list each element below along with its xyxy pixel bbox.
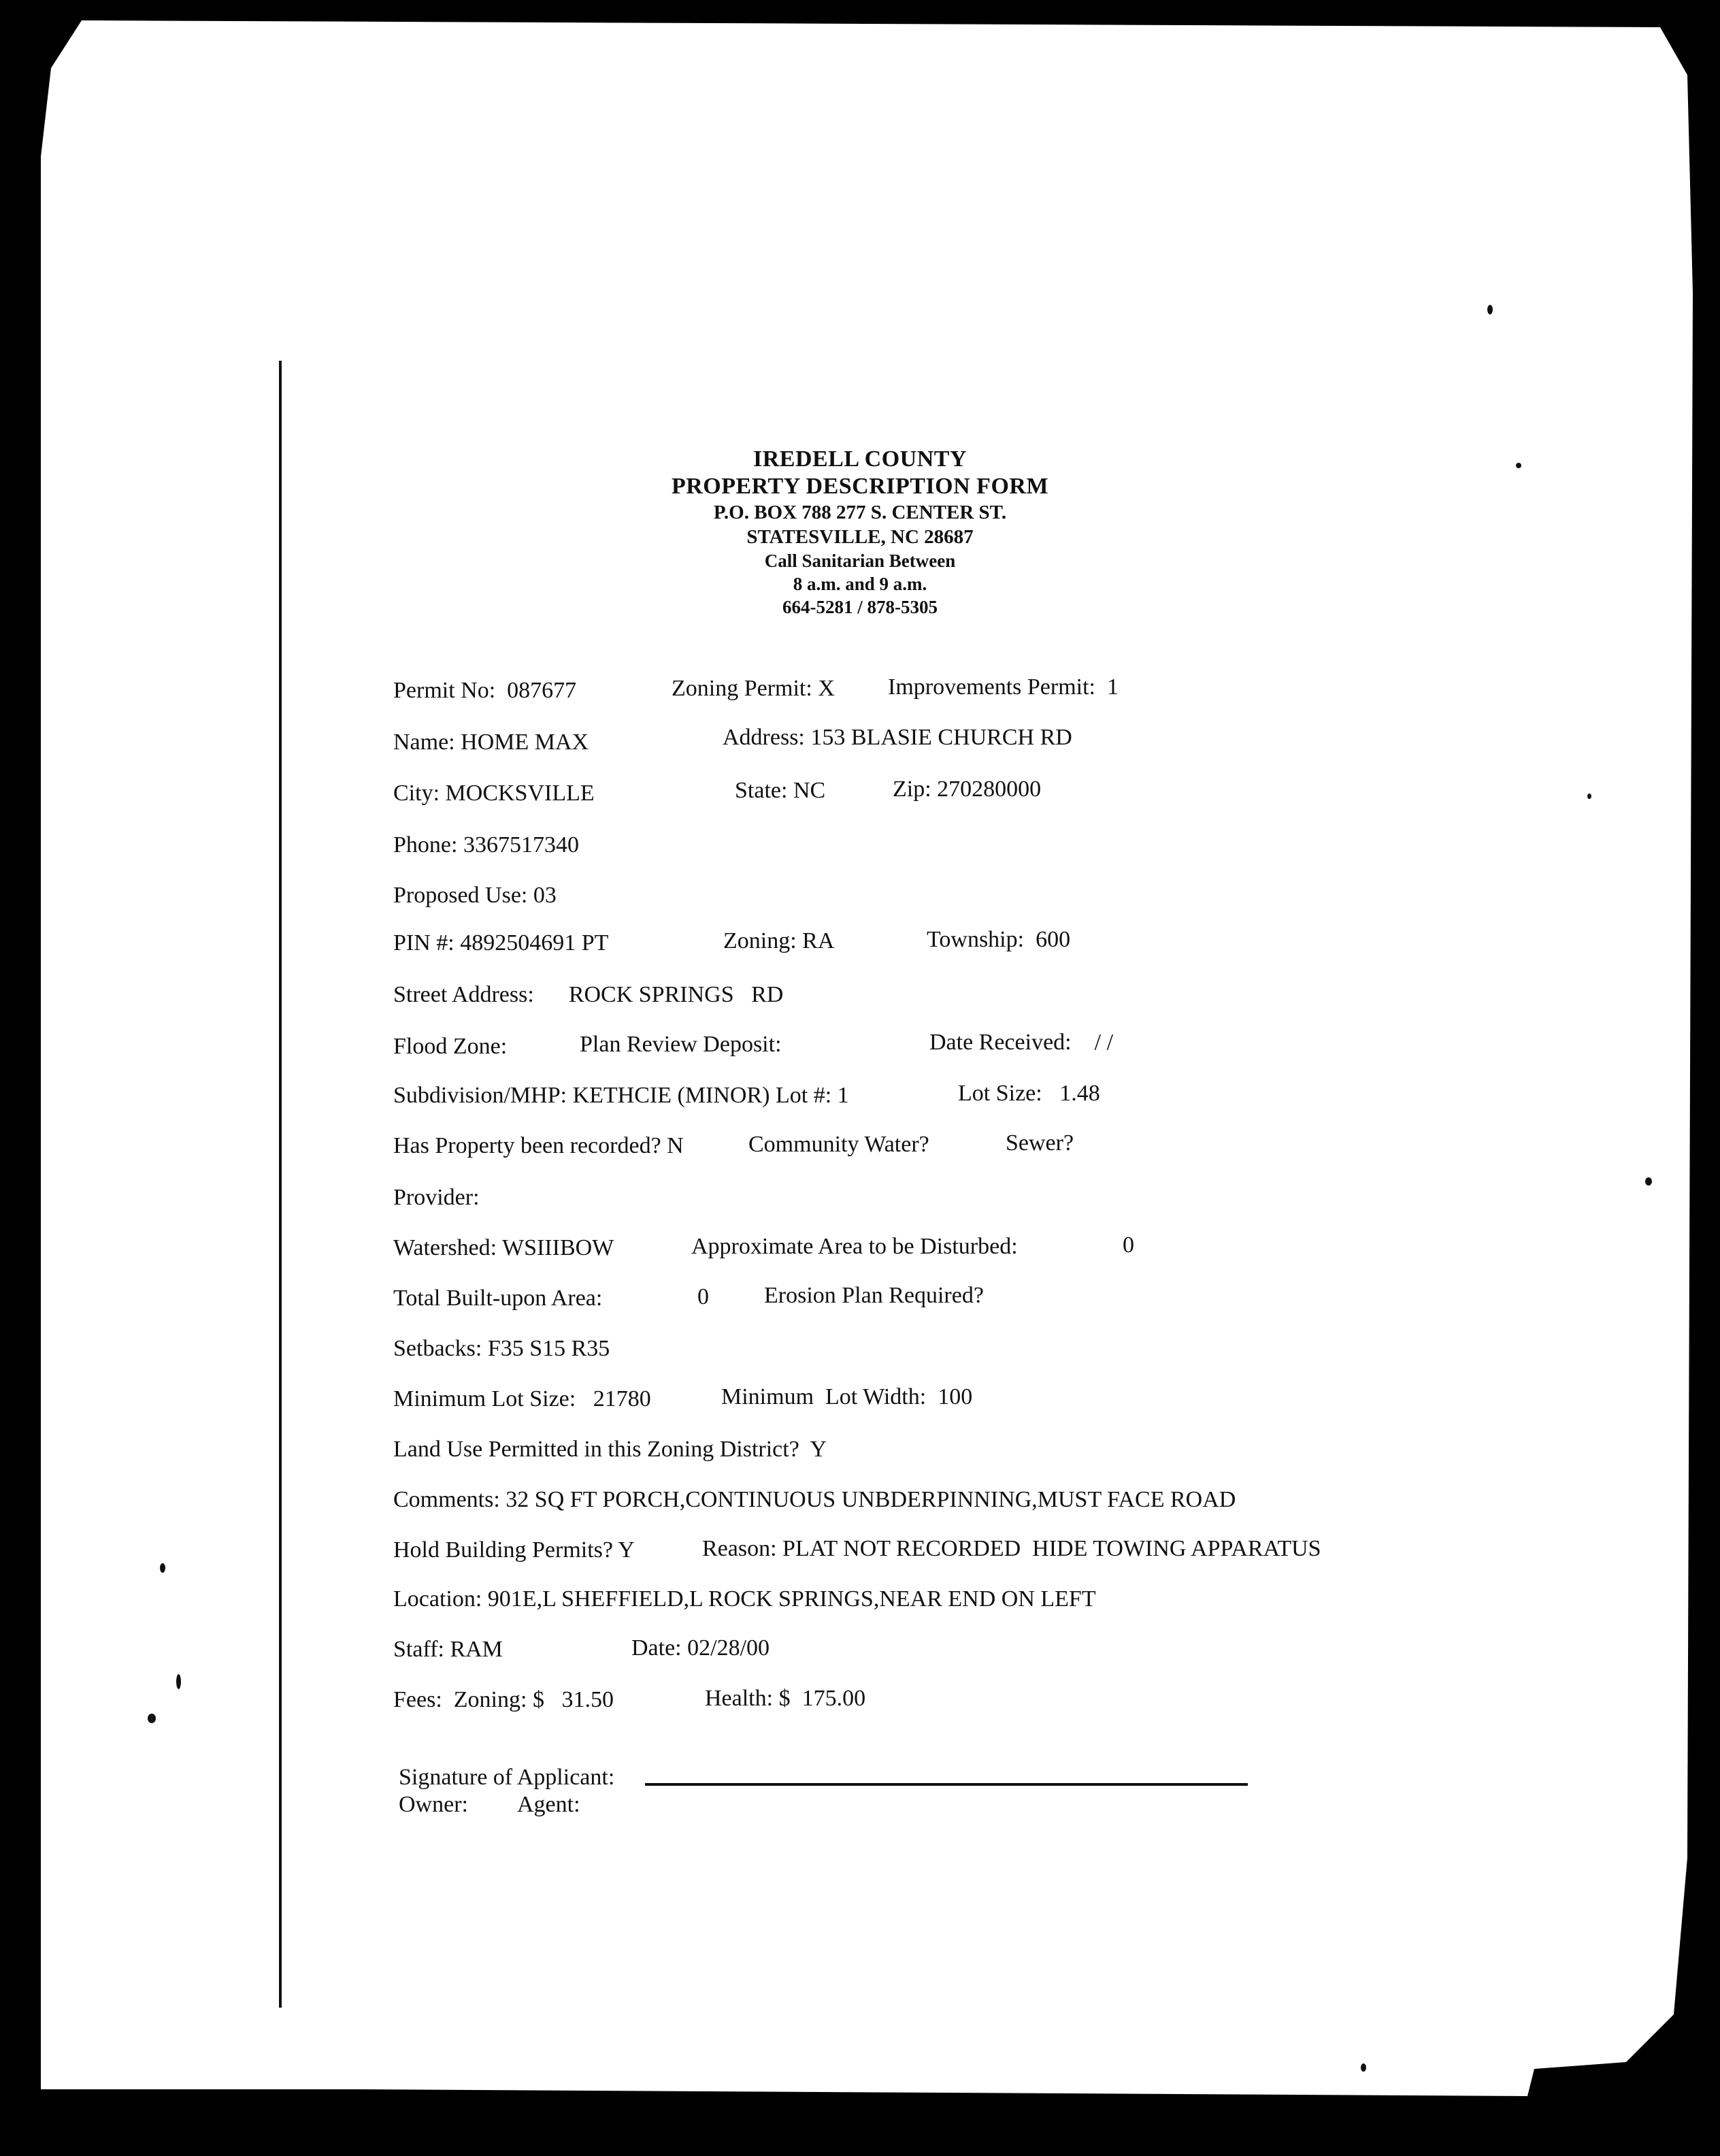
- land-use-field: Land Use Permitted in this Zoning District? Y: [393, 1437, 827, 1462]
- form-header: [0, 446, 1720, 619]
- date-received-value: / /: [1094, 1030, 1114, 1055]
- phone-field: Phone: 3367517340: [393, 832, 579, 858]
- fees-field: Fees: Zoning: $ 31.50: [393, 1687, 614, 1712]
- city-value: MOCKSVILLE: [445, 781, 595, 806]
- reason-value: PLAT NOT RECORDED HIDE TOWING APPARATUS: [782, 1536, 1321, 1561]
- office-city: STATESVILLE, NC 28687: [746, 526, 974, 548]
- sewer-field: Sewer?: [1006, 1130, 1074, 1156]
- permit-no-value: 087677: [507, 678, 577, 703]
- zoning-permit-value: X: [818, 676, 835, 701]
- min-lot-size-field: Minimum Lot Size: 21780: [393, 1386, 651, 1411]
- scan-speck: [1587, 794, 1591, 799]
- area-disturbed-field: Approximate Area to be Disturbed:: [691, 1234, 1018, 1259]
- built-upon-area-field: Total Built-upon Area:: [393, 1286, 603, 1311]
- zoning-field: Zoning: RA: [723, 928, 835, 953]
- built-upon-area-value: 0: [697, 1284, 709, 1309]
- scan-edge: [27, 1906, 31, 2123]
- form-title: PROPERTY DESCRIPTION FORM: [671, 474, 1049, 499]
- state-field: State: NC: [735, 778, 826, 803]
- subdivision-field: Subdivision/MHP: KETHCIE (MINOR) Lot #: 1: [393, 1083, 849, 1108]
- proposed-use-value: 03: [533, 883, 557, 908]
- improvements-permit-value: 1: [1107, 674, 1119, 700]
- signature-label: Signature of Applicant:: [399, 1765, 615, 1790]
- staff-field: Staff: RAM: [393, 1637, 503, 1662]
- paper-sheet: [41, 20, 1694, 2117]
- call-instructions: Call Sanitarian Between: [764, 551, 956, 571]
- address-field: Address: 153 BLASIE CHURCH RD: [723, 725, 1072, 750]
- proposed-use-field: Proposed Use: 03: [393, 883, 557, 908]
- zoning-value: RA: [802, 928, 835, 953]
- setbacks-value: F35 S15 R35: [487, 1336, 610, 1361]
- area-disturbed-value: 0: [1123, 1232, 1134, 1258]
- health-fee-field: Health: $ 175.00: [705, 1686, 866, 1711]
- pin-value: 4892504691 PT: [460, 930, 609, 956]
- land-use-value: Y: [810, 1437, 827, 1462]
- name-field: Name: HOME MAX: [393, 730, 589, 755]
- phone-value: 3367517340: [463, 832, 579, 858]
- state-value: NC: [793, 778, 826, 803]
- township-field: Township: 600: [927, 927, 1071, 952]
- provider-field: Provider:: [393, 1185, 480, 1210]
- scan-speck: [1645, 1177, 1652, 1186]
- scan-speck: [1516, 463, 1521, 468]
- date-received-field: Date Received: / /: [929, 1030, 1114, 1055]
- location-value: 901E,L SHEFFIELD,L ROCK SPRINGS,NEAR END ON LEFT: [487, 1586, 1096, 1612]
- scan-speck: [1361, 2063, 1366, 2072]
- scan-speck: [148, 1714, 156, 1723]
- permit-no-field: Permit No: 087677: [393, 678, 577, 703]
- call-hours: 8 a.m. and 9 a.m.: [793, 574, 927, 594]
- min-lot-width-field: Minimum Lot Width: 100: [721, 1384, 973, 1409]
- min-lot-size-value: 21780: [593, 1386, 651, 1411]
- watershed-value: WSIIIBOW: [501, 1235, 614, 1260]
- scan-speck: [176, 1674, 181, 1689]
- erosion-plan-field: Erosion Plan Required?: [764, 1283, 984, 1308]
- city-field: City: MOCKSVILLE: [393, 781, 595, 806]
- street-address-field: Street Address: ROCK SPRINGS RD: [393, 982, 784, 1007]
- township-value: 600: [1036, 927, 1071, 952]
- health-fee-value: 175.00: [801, 1686, 866, 1711]
- flood-zone-field: Flood Zone:: [393, 1034, 508, 1059]
- name-value: HOME MAX: [461, 730, 589, 755]
- recorded-value: N: [667, 1133, 684, 1158]
- county-title: IREDELL COUNTY: [752, 446, 967, 472]
- date-field: Date: 02/28/00: [631, 1635, 770, 1661]
- hold-permits-field: Hold Building Permits? Y: [393, 1537, 635, 1563]
- owner-label: Owner:: [399, 1792, 468, 1817]
- office-phone: 664-5281 / 878-5305: [782, 597, 938, 617]
- street-address-value: ROCK SPRINGS RD: [568, 982, 784, 1007]
- agent-label: Agent:: [517, 1792, 580, 1817]
- zoning-permit-field: Zoning Permit: X: [672, 676, 835, 701]
- reason-field: Reason: PLAT NOT RECORDED HIDE TOWING APPARATUS: [702, 1536, 1321, 1561]
- setbacks-field: Setbacks: F35 S15 R35: [393, 1336, 610, 1361]
- zip-value: 270280000: [937, 777, 1042, 802]
- scan-speck: [1487, 305, 1493, 314]
- comments-value: 32 SQ FT PORCH,CONTINUOUS UNBDERPINNING,MUST FACE ROAD: [506, 1487, 1236, 1512]
- location-field: Location: 901E,L SHEFFIELD,L ROCK SPRINGS,NEAR END ON LEFT: [393, 1586, 1096, 1612]
- comments-field: Comments: 32 SQ FT PORCH,CONTINUOUS UNBDERPINNING,MUST FACE ROAD: [393, 1487, 1236, 1512]
- watershed-field: Watershed: WSIIIBOW: [393, 1235, 614, 1260]
- date-value: 02/28/00: [687, 1635, 770, 1661]
- zip-field: Zip: 270280000: [893, 777, 1042, 802]
- lot-no-value: 1: [837, 1083, 849, 1108]
- lot-size-field: Lot Size: 1.48: [958, 1081, 1100, 1106]
- office-address: P.O. BOX 788 277 S. CENTER ST.: [713, 502, 1007, 523]
- zoning-fee-value: 31.50: [561, 1687, 614, 1712]
- scan-speck: [160, 1563, 165, 1573]
- min-lot-width-value: 100: [938, 1384, 973, 1409]
- lot-size-value: 1.48: [1059, 1081, 1100, 1106]
- recorded-field: Has Property been recorded? N: [393, 1133, 684, 1158]
- hold-permits-value: Y: [618, 1537, 635, 1563]
- pin-field: PIN #: 4892504691 PT: [393, 930, 609, 956]
- address-value: 153 BLASIE CHURCH RD: [810, 725, 1072, 750]
- staff-value: RAM: [450, 1637, 503, 1662]
- community-water-field: Community Water?: [748, 1132, 929, 1157]
- plan-review-deposit-field: Plan Review Deposit:: [580, 1032, 782, 1057]
- subdivision-value: KETHCIE (MINOR): [572, 1083, 770, 1108]
- signature-line[interactable]: [645, 1783, 1248, 1786]
- improvements-permit-field: Improvements Permit: 1: [888, 674, 1119, 700]
